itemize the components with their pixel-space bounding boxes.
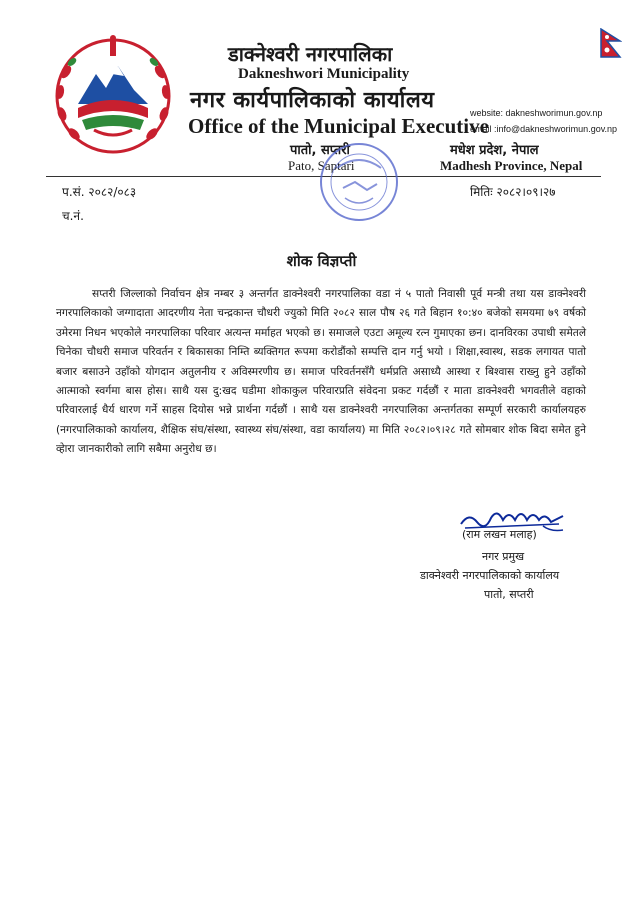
office-name-english: Office of the Municipal Executive [188, 114, 489, 138]
signatory-place: पातो, सप्तरी [484, 588, 534, 601]
municipality-name-english: Dakneshwori Municipality [238, 66, 410, 82]
province-nepali: मधेश प्रदेश, नेपाल [450, 143, 539, 158]
signatory-name: (राम लखन मलाह) [462, 528, 537, 541]
municipality-name-nepali: डाक्नेश्वरी नगरपालिका [228, 42, 393, 66]
website-text: website: dakneshworimun.gov.np [470, 108, 603, 118]
reference-number: प.सं. २०८२/०८३ [62, 185, 137, 199]
signatory-role: नगर प्रमुख [482, 550, 525, 563]
official-stamp-icon [315, 138, 403, 226]
municipality-emblem-icon [48, 32, 178, 157]
dispatch-number: च.नं. [62, 209, 84, 223]
province-english: Madhesh Province, Nepal [440, 158, 583, 173]
notice-date: मितिः २०८२।०९।२७ [470, 185, 556, 199]
address-english: Pato, Saptari [288, 158, 355, 173]
office-name-nepali: नगर कार्यपालिकाको कार्यालय [190, 88, 435, 113]
notice-body: सप्तरी जिल्लाको निर्वाचन क्षेत्र नम्बर ३ अन्तर्गत डाक्नेश्वरी नगरपालिका वडा नं ५ पातो निवासी पूर्व मन्त्री तथा यस डाक्नेश्वरी नगरपालिकाको जग्गादाता आदरणीय नेता चन्द्रकान्त चौधरी ज्युको मिति २०८२ साल पौष २६ गते बिहान १०:४० बजेको समयमा ७९ वर्षको उमेरमा निधन भएकोले नगरपालिका परिवार अत्यन्त मर्माहत भएको छ। समाजले एउटा अमूल्य रत्न गुमाएका छन। दानविरका उपाधी समेतले चिनेका चौधरी समाज परिवर्तन र बिकासका निम्ति ब्यक्तिगत रूपमा करोडौंको सम्पत्ति दान गर्नु भयो । शिक्षा,स्वास्थ, सडक लगायत पातो बजार बसाउने उहाँको योगदान अतुलनीय र अविस्मरणीय छ। समाज परिवर्तनसँगै धर्मप्रति असाध्यै आस्था र बिश्वास राख्नु हुने उहाँको आत्माको स्वर्गमा बास होस। साथै यस दु:खद घडीमा शोकाकुल परिवारप्रति संवेदना प्रकट गर्दछौं र माता डाक्नेश्वरी भगवतीले वहाको परिवारलाई धैर्य धारण गर्ने साहस दियोस भन्ने प्रार्थना गर्दछौं । साथै यस डाक्नेश्वरी नगरपालिका अन्तर्गतका सम्पूर्ण सरकारी कार्यालयहरु (नगरपालिकाको कार्यालय, शैक्षिक संघ/संस्था, स्वास्थ्य संघ/संस्था, वडा कार्यालय) मा मिति २०८२।०९।२८ गते सोमबार शोक बिदा समेत हुने व्हेारा जानकारीको लागि सबैमा अनुरोध छ। [56, 288, 586, 456]
signatory-office: डाक्नेश्वरी नगरपालिकाको कार्यालय [420, 569, 560, 582]
nepal-flag-icon [600, 28, 622, 58]
notice-title: शोक विज्ञप्ती [286, 252, 357, 270]
email-text: email :info@dakneshworimun.gov.np [470, 124, 618, 134]
address-nepali: पातो, सप्तरी [290, 143, 350, 158]
